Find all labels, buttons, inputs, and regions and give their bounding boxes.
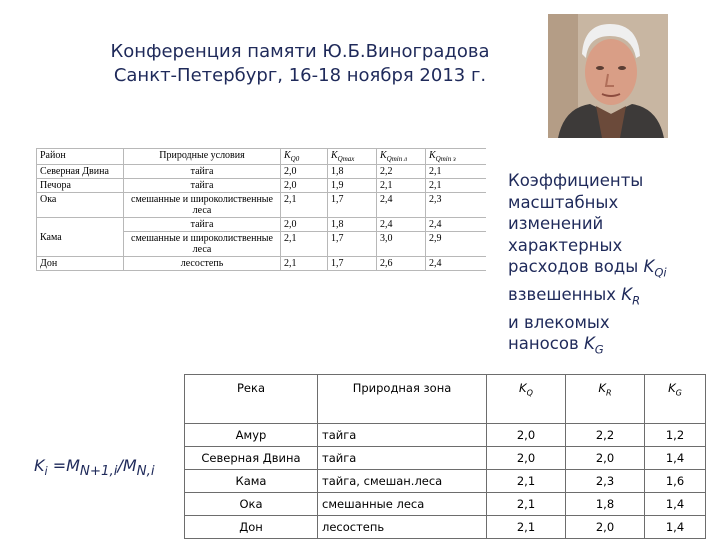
table-row: смешанные и широколиственные леса 2,1 1,7 3,0 2,9 <box>37 232 487 257</box>
scaling-formula: $K_i =M_{N+1,i}/M_{N,i}$ <box>34 456 155 480</box>
table-row: Амур тайга 2,0 2,2 1,2 <box>185 424 706 447</box>
conference-place-date: Санкт-Петербург, 16-18 ноября 2013 г. <box>113 65 487 86</box>
header-region: Район <box>37 149 124 165</box>
coefficients-description: Коэффициенты масштабных изменений характерных расходов воды $K_{Qi}$ взвешенных $K_R$ и влекомых наносов $K_G$ <box>508 171 667 357</box>
table-row: Северная Двина тайга 2,0 1,8 2,2 2,1 <box>37 165 487 179</box>
table-row: Северная Двина тайга 2,0 2,0 1,4 <box>185 447 706 470</box>
header-kr: $K_R$ <box>566 375 645 424</box>
header-kq: $K_Q$ <box>487 375 566 424</box>
table-row: Кама тайга 2,0 1,8 2,4 2,4 <box>37 218 487 232</box>
conference-header <box>0 40 600 88</box>
coefficients-table-2 <box>184 374 706 539</box>
header-river: Река <box>185 375 318 424</box>
portrait-photo <box>548 14 668 138</box>
table-row: Ока смешанные леса 2,1 1,8 1,4 <box>185 493 706 516</box>
conference-title: Конференция памяти Ю.Б.Виноградова <box>110 41 490 62</box>
coefficients-table-1 <box>36 148 486 271</box>
region-kama: Кама <box>37 218 124 257</box>
table-row: Ока смешанные и широколиственные леса 2,1 1,7 2,4 2,3 <box>37 193 487 218</box>
header-kqmin-winter: $K_{Qmin з}$ <box>426 149 487 165</box>
table-row: Дон лесостепь 2,1 1,7 2,6 2,4 <box>37 257 487 271</box>
header-zone: Природная зона <box>318 375 487 424</box>
table-header-row <box>185 375 706 424</box>
header-conditions: Природные условия <box>124 149 281 165</box>
table-header-row <box>37 149 487 165</box>
header-kq0: $K_{Q0}$ <box>281 149 328 165</box>
table-row: Кама тайга, смешан.леса 2,1 2,3 1,6 <box>185 470 706 493</box>
table-row: Дон лесостепь 2,1 2,0 1,4 <box>185 516 706 539</box>
header-kqmax: $K_{Qmax}$ <box>328 149 377 165</box>
header-kqmin-summer: $K_{Qmin л}$ <box>377 149 426 165</box>
header-kg: $K_G$ <box>645 375 706 424</box>
portrait-image <box>548 14 668 138</box>
table-row: Печора тайга 2,0 1,9 2,1 2,1 <box>37 179 487 193</box>
